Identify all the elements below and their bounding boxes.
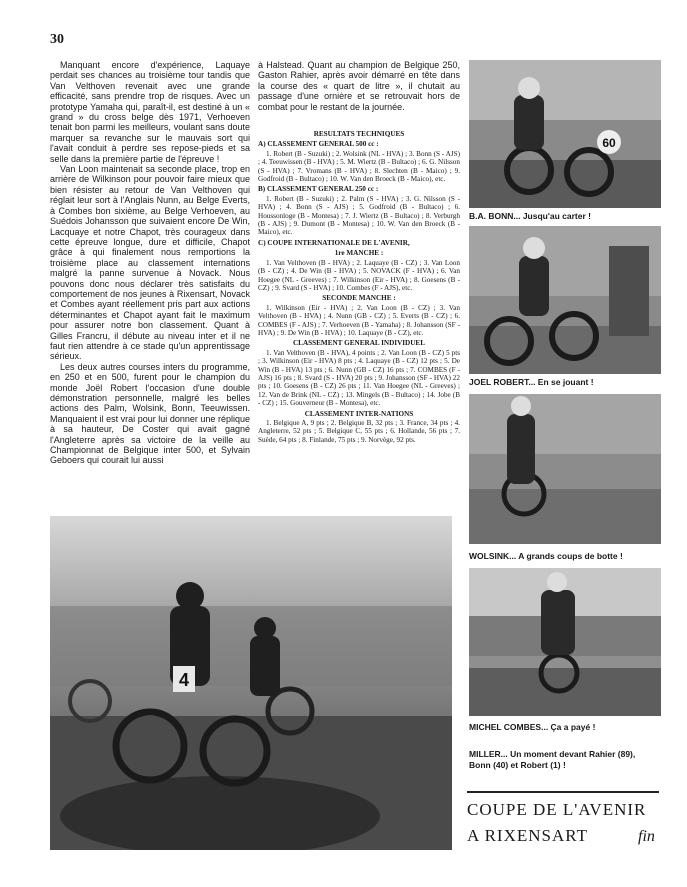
- caption-combes: MICHEL COMBES... Ça a payé !: [469, 722, 596, 732]
- article-column-1: [50, 60, 250, 510]
- results-subheading: CLASSEMENT INTER-NATIONS: [304, 409, 414, 418]
- results-paragraph: 1. Van Velthoven (B - HVA), 4 points ; 2. Van Loon (B - CZ) 5 pts ; 3. Wilkinson (Eir - HVA) 8 pts ; 4. Laquaye (B - CZ) 12 pts ; 5. De Win (B - HVA) 13 pts ; 6. Nunn (GB - CZ) 16 pts ; 7. COMBES (F - AJS) 16 pts ; 8. Svard (S - HVA) 20 pts ; 9. Johansson (SF - HVA) 22 pts ; 10. Goesens (B - CZ) 26 pts ; 11. Van Hoegee (NL - Greeves) ; 12. Van de Brink (NL - CZ) ; 13. Mingels (B - Bultaco) ; 14. Jobe (B - CZ) ; 15. Gouverneur (B - Montesa), etc.: [258, 348, 460, 408]
- results-paragraph: 1. Robert (B - Suzuki) ; 2. Wolsink (NL - HVA) ; 3. Bonn (S - AJS) ; 4. Teeuwissen (B - HVA) ; 5. M. Wiertz (B - Bultaco) ; 6. G. Nilsson (S - HVA) ; 7. Vromans (B - HVA) ; 8. Slechten (B - Maico) ; 9. Godfroid (B - Bultaco) ; 10. W. Van den Broeck (B - Maico), etc.: [258, 149, 460, 184]
- results-subheading: 1re MANCHE :: [334, 249, 384, 258]
- caption-wolsink: WOLSINK... A grands coups de botte !: [469, 551, 623, 561]
- page-number: 30: [50, 32, 64, 47]
- article-column-2-intro: [258, 60, 460, 130]
- article-title-line-2: A RIXENSART: [467, 826, 588, 845]
- caption-bonn: B.A. BONN... Jusqu'au carter !: [469, 211, 591, 221]
- end-marker: fin: [638, 828, 655, 845]
- photo-bonn: [469, 60, 661, 208]
- photo-miller: [50, 516, 452, 850]
- results-heading: RESULTATS TECHNIQUES: [313, 130, 405, 138]
- article-paragraph: Van Loon maintenait sa seconde place, trop en arrière de Wilkinson pour pouvoir faire mieux que bien résister au retour de Van Velthoven qui réglait leur sort à l'Anglais Nunn, au Belge Everts, à Combes bon sixième, au Belge Verhoeven, au Suédois Johansson que suivaient encore De Win, Lacquaye et notre Chapot, très courageux dans cette épreuve longue, dure et difficile, Chapot grâce à qui finalement nous remportions la troisième place au classement internations malgré la panne survenue à Novack. Nous pouvons donc nous déclarer très satisfaits du comportement de nos jeunes à Rixensart, Novack et Combes ayant réellement pris part aux actions déterminantes et Chapot ayant fait le maximum pour assurer notre bon classement. Quant à Gilles Francru, il débute au niveau inter et il ne faut rien attendre à ce stade qu'un apprentissage sérieux.: [50, 164, 250, 362]
- title-rule: [467, 791, 659, 793]
- results-subheading: SECONDE MANCHE :: [322, 294, 396, 303]
- results-subheading: B) CLASSEMENT GENERAL 250 cc :: [258, 185, 379, 194]
- plate-number: 60: [602, 136, 616, 150]
- results-paragraph: 1. Robert (B - Suzuki) ; 2. Palm (S - HVA) ; 3. G. Nilsson (S - HVA) ; 4. Bonn (S - AJS) ; 5. Godfroid (B - Bultaco) ; 6. Houssonloge (B - Montesa) ; 7. J. Wiertz (B - Bultaco) ; 8. Verburgh (B - AJS) ; 9. Dumont (B - Montesa) ; 10. W. Van den Broeck (B - Maico), etc.: [258, 194, 460, 237]
- caption-miller: MILLER... Un moment devant Rahier (89), Bonn (40) et Robert (1) !: [469, 749, 636, 770]
- article-paragraph: Manquant encore d'expérience, Laquaye perdait ses chances au troisième tour tandis que Van Velthoven revenait avec une grande efficacité, sans prendre trop de risques. Avec un prototype Yamaha qui, paraît-il, est destiné à un « grand » du cross belge dès 1971, Verhoeven tenait bon parmi les meilleurs, voulant sans doute marquer sa revanche sur le mauvais sort qui l'avait conduit à perdre ses repose-pieds et sa selle dans la première partie de l'épreuve !: [50, 60, 250, 164]
- photo-combes: [469, 568, 661, 716]
- photo-wolsink: [469, 394, 661, 544]
- results-subheading: A) CLASSEMENT GENERAL 500 cc :: [258, 140, 379, 149]
- plate-number: 4: [178, 670, 190, 690]
- results-subheading: C) COUPE INTERNATIONALE DE L'AVENIR,: [258, 238, 410, 247]
- article-title-line-1: COUPE DE L'AVENIR: [467, 800, 647, 819]
- caption-robert: JOEL ROBERT... En se jouant !: [469, 377, 594, 387]
- photo-robert: [469, 226, 661, 374]
- results-block: [258, 128, 460, 513]
- results-paragraph: 1. Wilkinson (Eir - HVA) ; 2. Van Loon (B - CZ) ; 3. Van Velthoven (B - HVA) ; 4. Nunn (GB - CZ) ; 5. Everts (B - CZ) ; 6. COMBES (F - AJS) ; 7. Verhoeven (B - Yamaha) ; 8. Johansson (SF - HVA) ; 9. De Win (B - HVA) ; 10. Laquaye (B - CZ), etc.: [258, 303, 460, 337]
- article-paragraph: à Halstead. Quant au champion de Belgique 250, Gaston Rahier, après avoir démarré en tête dans la course des « quart de litre », il chutait au passage d'une ornière et se retrouvait hors de combat pour le restant de la journée.: [258, 60, 460, 112]
- results-paragraph: 1. Belgique A, 9 pts ; 2. Belgique B, 32 pts ; 3. France, 34 pts ; 4. Angleterre, 52 pts ; 5. Belgique C, 55 pts ; 6. Hollande, 56 pts ; 7. Suède, 64 pts ; 8. Finlande, 75 pts ; 9. Norvège, 92 pts.: [258, 419, 460, 444]
- results-subheading: CLASSEMENT GENERAL INDIVIDUEL: [292, 339, 426, 348]
- results-paragraph: 1. Van Velthoven (B - HVA) ; 2. Laquaye (B - CZ) ; 3. Van Loon (B - CZ) ; 4. De Win (B - HVA) ; 5. NOVACK (F - HVA) ; 6. Van Hoegee (NL - Greeves) ; 7. Wilkinson (Eir - HVA) ; 8. Goesens (B - CZ) ; 9. Svard (S - HVA) ; 10. Combes (F - AJS), etc.: [258, 258, 460, 292]
- article-paragraph: Les deux autres courses inters du programme, en 250 et en 500, furent pour le champion du monde Joël Robert l'occasion d'une double démonstration personnelle, malgré les belles actions des Palm, Wolsink, Bonn, Teeuwissen. Manquaient il est vrai pour lui donner une réplique à sa hauteur, De Coster qui avait gagné l'Angleterre après sa victoire de la veille au Championnat de Belgique inter 500, et Sylvain Geboers qui courait lui aussi: [50, 361, 250, 466]
